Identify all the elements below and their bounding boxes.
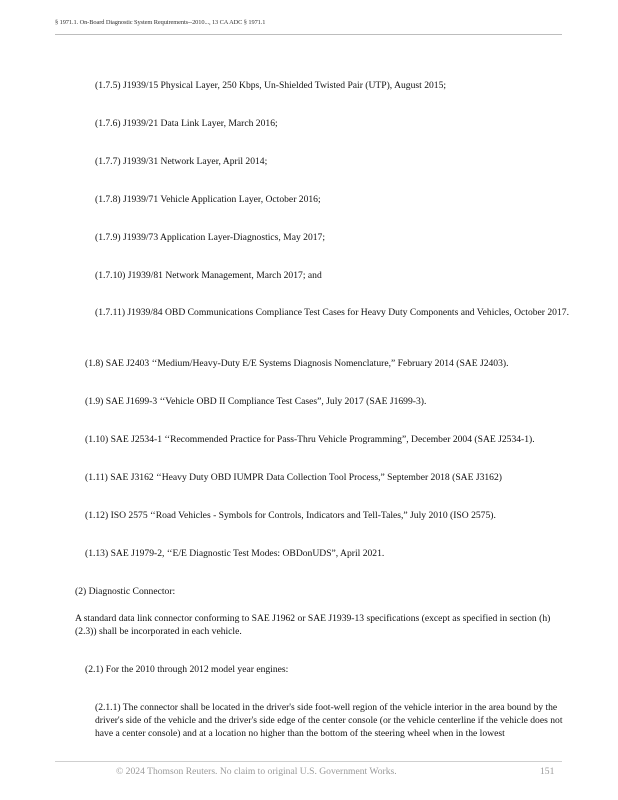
paragraph-2-1-1: (2.1.1) The connector shall be located in the driver's side foot-well region of the vehicle interior in the area bound by the driver's side of the vehicle and the driver's side edge of the center console (or the vehicle centerline if the vehicle does not have a center console) and at a location no higher than the bottom of the steering wheel when in the lowest [95,702,563,739]
paragraph-1-11: (1.11) SAE J3162 ‘‘Heavy Duty OBD IUMPR Data Collection Tool Process,” September 2018 (SAE J3162) [85,472,502,483]
copyright-notice: © 2024 Thomson Reuters. No claim to original U.S. Government Works. [116,766,397,777]
paragraph-1-12: (1.12) ISO 2575 ‘‘Road Vehicles - Symbols for Controls, Indicators and Tell-Tales,” July 2010 (ISO 2575). [85,510,496,521]
paragraph-2-1: (2.1) For the 2010 through 2012 model year engines: [85,664,289,675]
paragraph-1-8: (1.8) SAE J2403 ‘‘Medium/Heavy-Duty E/E Systems Diagnosis Nomenclature,” February 2014 (SAE J2403). [85,358,509,369]
paragraph-1-10: (1.10) SAE J2534-1 ‘‘Recommended Practice for Pass-Thru Vehicle Programming”, December 2004 (SAE J2534-1). [85,434,535,445]
paragraph-1-13: (1.13) SAE J1979-2, ‘‘E/E Diagnostic Test Modes: OBDonUDS”, April 2021. [85,548,385,559]
paragraph-1-7-6: (1.7.6) J1939/21 Data Link Layer, March 2016; [95,118,278,129]
section-heading-2: (2) Diagnostic Connector: [75,586,176,597]
paragraph-1-7-5: (1.7.5) J1939/15 Physical Layer, 250 Kbps, Un-Shielded Twisted Pair (UTP), August 2015; [95,80,447,91]
footer-divider [55,761,562,762]
paragraph-1-7-8: (1.7.8) J1939/71 Vehicle Application Layer, October 2016; [95,194,321,205]
running-head: § 1971.1. On-Board Diagnostic System Requirements--2010..., 13 CA ADC § 1971.1 [55,19,266,26]
header-divider [55,34,562,35]
page-number: 151 [540,766,555,777]
paragraph-1-7-11: (1.7.11) J1939/84 OBD Communications Compliance Test Cases for Heavy Duty Components and Vehicles, October 2017. [95,307,569,318]
paragraph-1-7-10: (1.7.10) J1939/81 Network Management, March 2017; and [95,270,322,281]
paragraph-1-7-7: (1.7.7) J1939/31 Network Layer, April 2014; [95,156,268,167]
paragraph-1-7-9: (1.7.9) J1939/73 Application Layer-Diagnostics, May 2017; [95,232,326,243]
paragraph-1-9: (1.9) SAE J1699-3 ‘‘Vehicle OBD II Compliance Test Cases”, July 2017 (SAE J1699-3). [85,396,427,407]
paragraph-2-intro: A standard data link connector conforming to SAE J1962 or SAE J1939-13 specifications (except as specified in section (h)(2.3)) shall be incorporated in each vehicle. [75,613,551,637]
